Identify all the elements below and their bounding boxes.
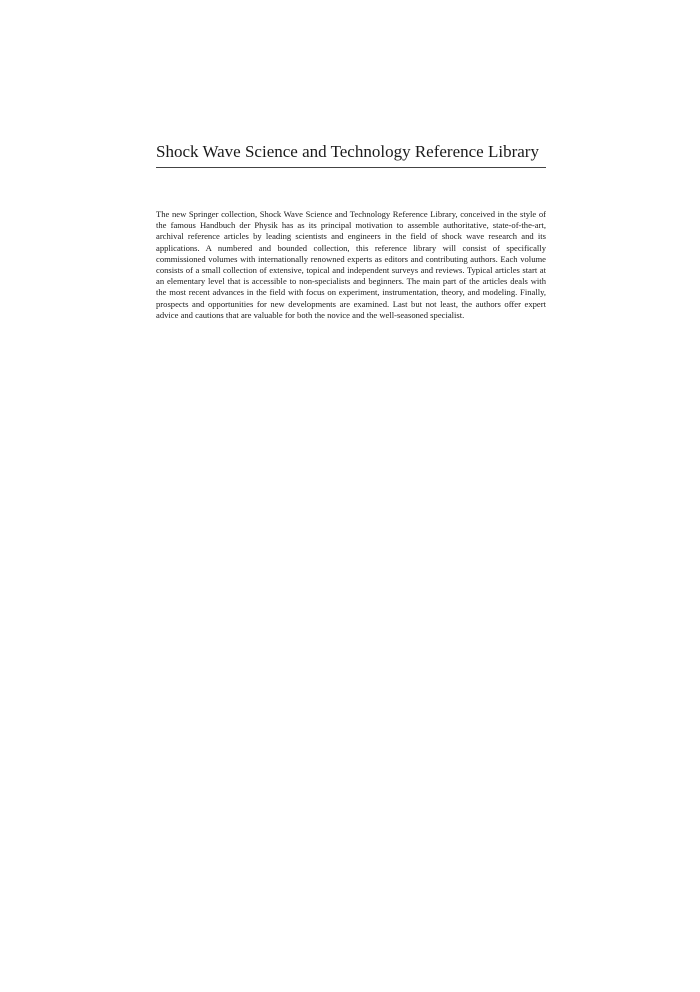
title-divider bbox=[156, 167, 546, 168]
series-description: The new Springer collection, Shock Wave Science and Technology Reference Library, conceived in the style of the famous Handbuch der Physik has as its principal motivation to assemble authoritative, state-of-the-art, archival reference articles by leading scientists and engineers in the field of shock wave research and its applications. A numbered and bounded collection, this reference library will consist of specifically commissioned volumes with internationally renowned experts as editors and contributing authors. Each volume consists of a small collection of extensive, topical and independent surveys and reviews. Typical articles start at an elementary level that is accessible to non-specialists and beginners. The main part of the articles deals with the most recent advances in the field with focus on experiment, instrumentation, theory, and modeling. Finally, prospects and opportunities for new developments are examined. Last but not least, the authors offer expert advice and cautions that are valuable for both the novice and the well-seasoned specialist. bbox=[156, 209, 546, 320]
series-title: Shock Wave Science and Technology Reference Library bbox=[156, 142, 539, 161]
